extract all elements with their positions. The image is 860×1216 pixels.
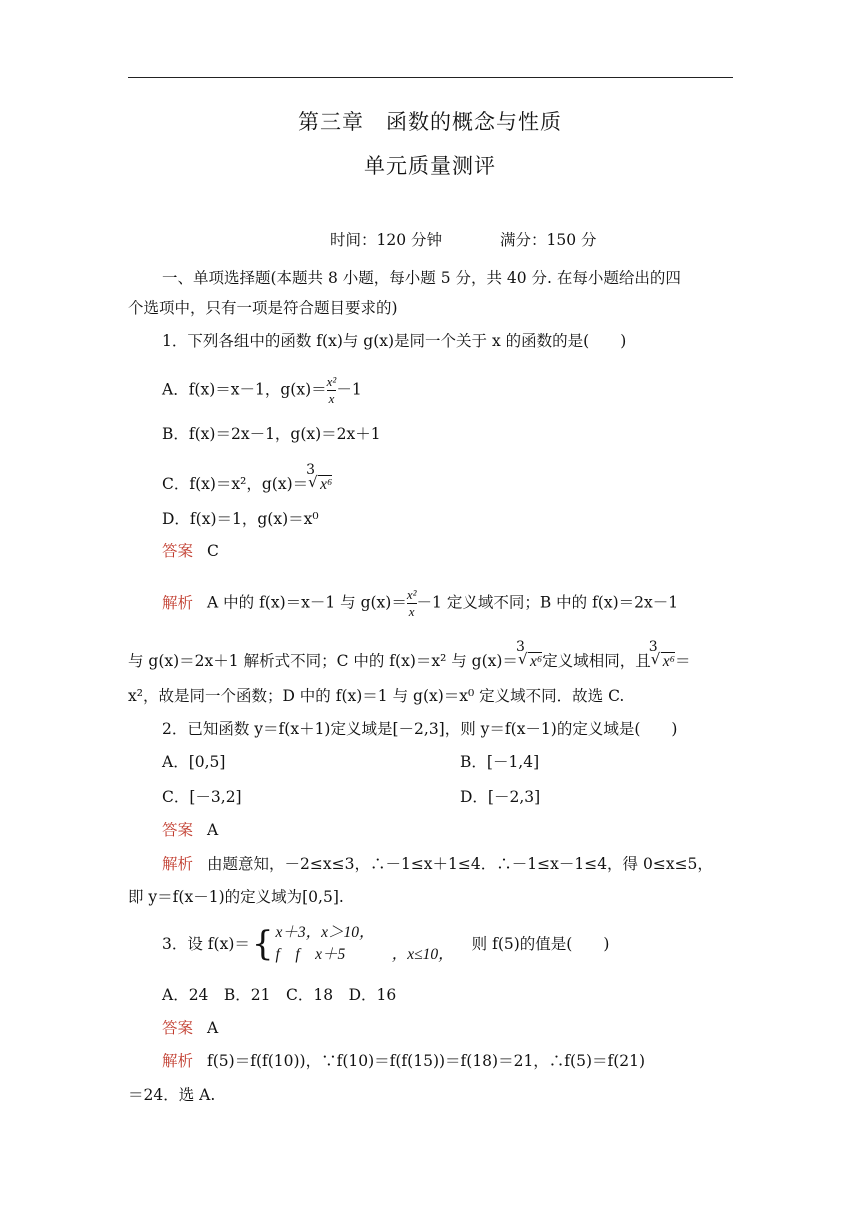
question-2-option-d: D．[－2,3] <box>460 788 541 806</box>
option-a-tail: －1 <box>336 380 362 399</box>
option-a-text: A．f(x)＝x－1，g(x)＝ <box>162 380 327 399</box>
answer-label: 答案 <box>162 1019 194 1037</box>
exam-score: 满分：150 分 <box>500 231 597 249</box>
question-1-option-c <box>162 462 333 495</box>
question-3-answer <box>162 1018 218 1038</box>
stem-text: 则 f(5)的值是( ) <box>471 935 610 953</box>
fraction-numerator: x² <box>406 587 417 602</box>
question-2-analysis-line1 <box>162 854 713 874</box>
analysis-fraction <box>407 587 417 620</box>
answer-value: C <box>207 542 219 560</box>
piecewise-cases <box>276 922 454 966</box>
case-2: f f x＋5 ，x≤10， <box>275 946 454 963</box>
question-1-option-a <box>162 374 362 407</box>
question-3-analysis-line1 <box>162 1051 645 1071</box>
analysis-text: 定义域相同，且 <box>542 652 651 670</box>
root-index: √ 3 <box>648 639 658 655</box>
fraction-denominator: x <box>408 604 415 619</box>
option-a-fraction <box>327 374 337 407</box>
chapter-title: 第三章 函数的概念与性质 <box>298 110 562 134</box>
section-intro-line2: 个选项中，只有一项是符合题目要求的) <box>128 299 398 317</box>
analysis-label: 解析 <box>162 1052 194 1070</box>
question-3-stem <box>162 922 609 966</box>
radicand: x⁶ <box>662 653 676 670</box>
question-2-option-c: C．[－3,2] <box>162 788 242 806</box>
question-2-option-a: A．[0,5] <box>162 753 226 771</box>
case-1: x＋3，x＞10， <box>275 924 375 941</box>
radicand: x⁶ <box>320 476 333 493</box>
question-2-option-b: B．[－1,4] <box>460 753 540 771</box>
analysis-text: f(5)＝f(f(10))，∵f(10)＝f(f(15))＝f(18)＝21，∴f(5)＝f(21) <box>207 1052 646 1070</box>
page-subtitle: 单元质量测评 <box>364 154 496 178</box>
question-1-analysis-line2 <box>128 639 691 672</box>
analysis-text: A 中的 f(x)＝x－1 与 g(x)＝ <box>207 593 407 612</box>
analysis-text: 由题意知，－2≤x≤3，∴－1≤x＋1≤4．∴－1≤x－1≤4，得 0≤x≤5， <box>207 855 713 873</box>
option-c-text: C．f(x)＝x²，g(x)＝ <box>162 475 309 493</box>
question-1-stem: 1．下列各组中的函数 f(x)与 g(x)是同一个关于 x 的函数的是( ) <box>162 332 627 350</box>
cube-root <box>648 639 676 672</box>
cube-root <box>515 639 543 672</box>
question-3-options: A．24 B．21 C．18 D．16 <box>162 986 397 1004</box>
question-1-analysis-line1 <box>162 587 678 620</box>
top-rule <box>128 77 733 78</box>
stem-text: 3．设 f(x)＝ <box>162 935 250 953</box>
fraction-denominator: x <box>328 391 335 406</box>
answer-label: 答案 <box>162 821 194 839</box>
answer-value: A <box>207 1019 219 1037</box>
question-3-analysis-line2: ＝24．选 A. <box>128 1086 216 1104</box>
section-intro-line1: 一、单项选择题(本题共 8 小题，每小题 5 分，共 40 分. 在每小题给出的四 <box>162 269 681 287</box>
fraction-numerator: x² <box>326 374 337 389</box>
root-index: √ 3 <box>515 639 525 655</box>
question-1-analysis-line3: x²，故是同一个函数；D 中的 f(x)＝1 与 g(x)＝x⁰ 定义域不同．故选 C. <box>128 687 625 705</box>
analysis-label: 解析 <box>162 593 194 612</box>
question-1-option-d: D．f(x)＝1，g(x)＝x⁰ <box>162 510 319 528</box>
answer-label: 答案 <box>162 542 194 560</box>
answer-value: A <box>207 821 219 839</box>
analysis-label: 解析 <box>162 855 194 873</box>
radicand: x⁶ <box>529 653 543 670</box>
question-1-option-b: B．f(x)＝2x－1，g(x)＝2x＋1 <box>162 425 381 443</box>
exam-time: 时间：120 分钟 <box>330 231 443 249</box>
analysis-text: ＝ <box>675 652 691 670</box>
analysis-text: 与 g(x)＝2x＋1 解析式不同；C 中的 f(x)＝x² 与 g(x)＝ <box>128 652 518 670</box>
question-2-analysis-line2: 即 y＝f(x－1)的定义域为[0,5]. <box>128 888 344 906</box>
question-2-stem: 2．已知函数 y＝f(x＋1)定义域是[－2,3]，则 y＝f(x－1)的定义域是( ) <box>162 720 678 738</box>
root-index: √ 3 <box>306 462 316 478</box>
question-1-answer <box>162 541 219 561</box>
cube-root <box>306 462 333 495</box>
piecewise-brace: { <box>251 924 274 964</box>
analysis-text: －1 定义域不同；B 中的 f(x)＝2x－1 <box>416 593 679 612</box>
question-2-answer <box>162 820 218 840</box>
